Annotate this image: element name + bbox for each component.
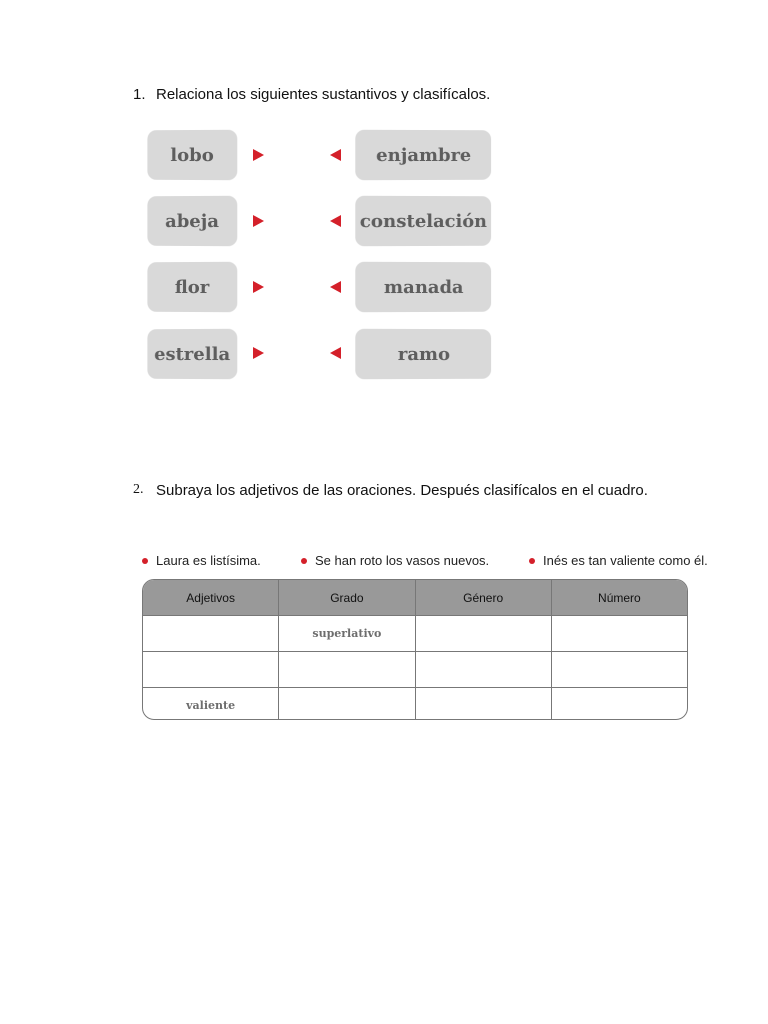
table-header-cell: Género: [416, 580, 552, 615]
instruction-text: Subraya los adjetivos de las oraciones. Después clasifícalos en el cuadro.: [156, 482, 648, 499]
word-card-right: enjambre: [355, 130, 491, 181]
instruction-text: Relaciona los siguientes sustantivos y clasifícalos.: [156, 86, 491, 103]
table-cell[interactable]: superlativo: [279, 616, 415, 651]
word-card-left: flor: [147, 262, 237, 312]
table-cell[interactable]: [143, 616, 279, 651]
arrow-left-icon: [330, 281, 341, 293]
exercise-2-instruction: [133, 482, 648, 499]
arrow-left-icon: [330, 347, 341, 359]
word-card-right: ramo: [355, 329, 491, 380]
word-card-left: abeja: [147, 196, 237, 246]
table-cell[interactable]: [143, 652, 279, 687]
table-header-cell: Adjetivos: [143, 580, 279, 615]
table-header-cell: Número: [598, 590, 641, 605]
table-cell[interactable]: [552, 652, 687, 687]
table-cell[interactable]: [416, 652, 552, 687]
sentence-text: Se han roto los vasos nuevos.: [315, 553, 490, 568]
bullet-icon: [142, 558, 148, 564]
sentence-item: [142, 553, 261, 568]
table-cell[interactable]: [416, 688, 552, 720]
sentence-text: Laura es listísima.: [156, 553, 261, 568]
arrow-right-icon: [253, 215, 264, 227]
word-card-left: lobo: [147, 130, 237, 180]
table-cell[interactable]: [416, 616, 552, 651]
table-header-cell: Grado: [279, 580, 415, 615]
table-cell[interactable]: valiente: [143, 688, 279, 720]
sentence-text: Inés es tan valiente como él.: [543, 553, 708, 568]
adjectives-table: [142, 579, 688, 720]
arrow-right-icon: [253, 281, 264, 293]
exercise-number: 1.: [133, 86, 146, 103]
table-cell[interactable]: [279, 652, 415, 687]
arrow-right-icon: [253, 347, 264, 359]
exercise-number: 2.: [133, 482, 144, 497]
arrow-right-icon: [253, 149, 264, 161]
table-row: [143, 688, 687, 720]
bullet-icon: [301, 558, 307, 564]
word-card-right: constelación: [355, 196, 491, 247]
word-card-right: manada: [355, 262, 491, 313]
arrow-left-icon: [330, 215, 341, 227]
sentence-item: [301, 553, 489, 568]
table-cell[interactable]: [552, 616, 687, 651]
table-cell[interactable]: [279, 688, 415, 720]
table-row: [143, 616, 687, 652]
table-cell[interactable]: [552, 688, 687, 720]
word-card-left: estrella: [147, 329, 237, 379]
arrow-left-icon: [330, 149, 341, 161]
table-header-row: [143, 580, 687, 616]
sentence-item: [529, 553, 708, 568]
table-row: [143, 652, 687, 688]
exercise-1-instruction: [133, 86, 490, 103]
bullet-icon: [529, 558, 535, 564]
